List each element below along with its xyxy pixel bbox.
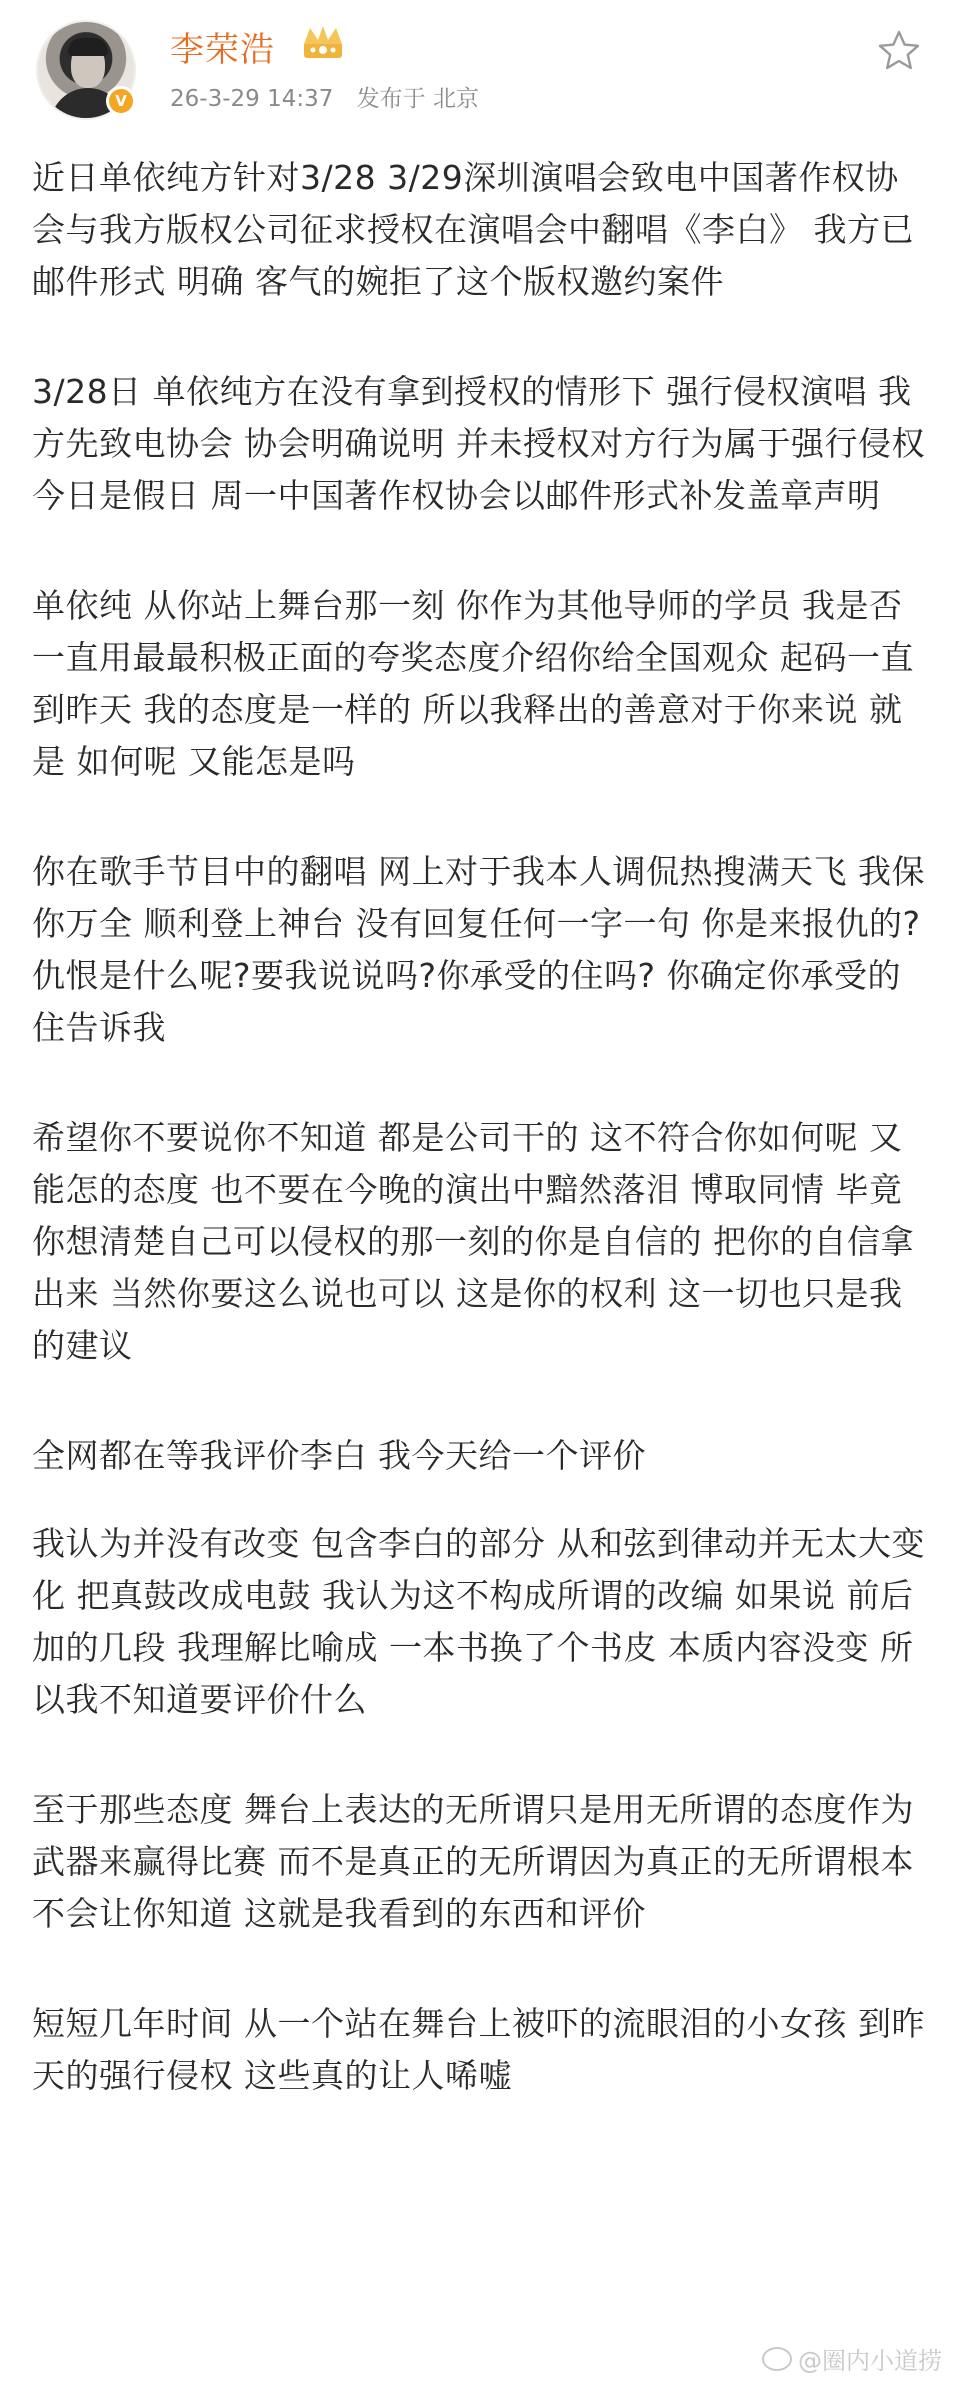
watermark-text: @圈内小道捞 (798, 2347, 942, 2375)
post-meta (170, 80, 495, 113)
username[interactable]: 李荣浩 (170, 30, 275, 70)
post-date: 26-3-29 14:37 (170, 86, 334, 112)
post-paragraph: 全网都在等我评价李白 我今天给一个评价 (32, 1436, 646, 1475)
post-paragraph: 你在歌手节目中的翻唱 网上对于我本人调侃热搜满天飞 我保你万全 顺利登上神台 没有回复任何一字一句 你是来报仇的?仇恨是什么呢?要我说说吗?你承受的住吗? 你确定你承受的住告诉我 (32, 852, 925, 1047)
post-paragraph: 近日单依纯方针对3/28 3/29深圳演唱会致电中国著作权协会与我方版权公司征求授权在演唱会中翻唱《李白》 我方已邮件形式 明确 客气的婉拒了这个版权邀约案件 (32, 158, 914, 301)
post-location: 发布于 北京 (356, 86, 479, 112)
post-paragraph: 我认为并没有改变 包含李白的部分 从和弦到律动并无太大变化 把真鼓改成电鼓 我认为这不构成所谓的改编 如果说 前后加的几段 我理解比喻成 一本书换了个书皮 本质内容没变 所以我不知道要评价什么 (32, 1524, 925, 1719)
verified-v-badge-icon: V (106, 86, 136, 116)
crown-icon (298, 22, 348, 62)
star-outline-icon[interactable] (876, 28, 922, 74)
weibo-logo-icon (762, 2347, 792, 2371)
avatar-hair (68, 38, 108, 56)
post-paragraph: 希望你不要说你不知道 都是公司干的 这不符合你如何呢 又能怎的态度 也不要在今晚的演出中黯然落泪 博取同情 毕竟你想清楚自己可以侵权的那一刻的你是自信的 把你的自信拿出来 当然你要这么说也可以 这是你的权利 这一切也只是我的建议 (32, 1118, 914, 1365)
post-paragraph: 至于那些态度 舞台上表达的无所谓只是用无所谓的态度作为武器来赢得比赛 而不是真正的无所谓因为真正的无所谓根本不会让你知道 这就是我看到的东西和评价 (32, 1790, 914, 1933)
post-header (0, 0, 960, 130)
post-body (32, 130, 932, 2160)
watermark (762, 2341, 942, 2376)
post-paragraph: 3/28日 单依纯方在没有拿到授权的情形下 强行侵权演唱 我方先致电协会 协会明确说明 并未授权对方行为属于强行侵权 今日是假日 周一中国著作权协会以邮件形式补发盖章声明 (32, 372, 925, 515)
post-paragraph: 短短几年时间 从一个站在舞台上被吓的流眼泪的小女孩 到昨天的强行侵权 这些真的让人唏嘘 (32, 2004, 925, 2095)
post-paragraph: 单依纯 从你站上舞台那一刻 你作为其他导师的学员 我是否一直用最最积极正面的夸奖态度介绍你给全国观众 起码一直到昨天 我的态度是一样的 所以我释出的善意对于你来说 就是 如何呢 又能怎是吗 (32, 586, 914, 781)
